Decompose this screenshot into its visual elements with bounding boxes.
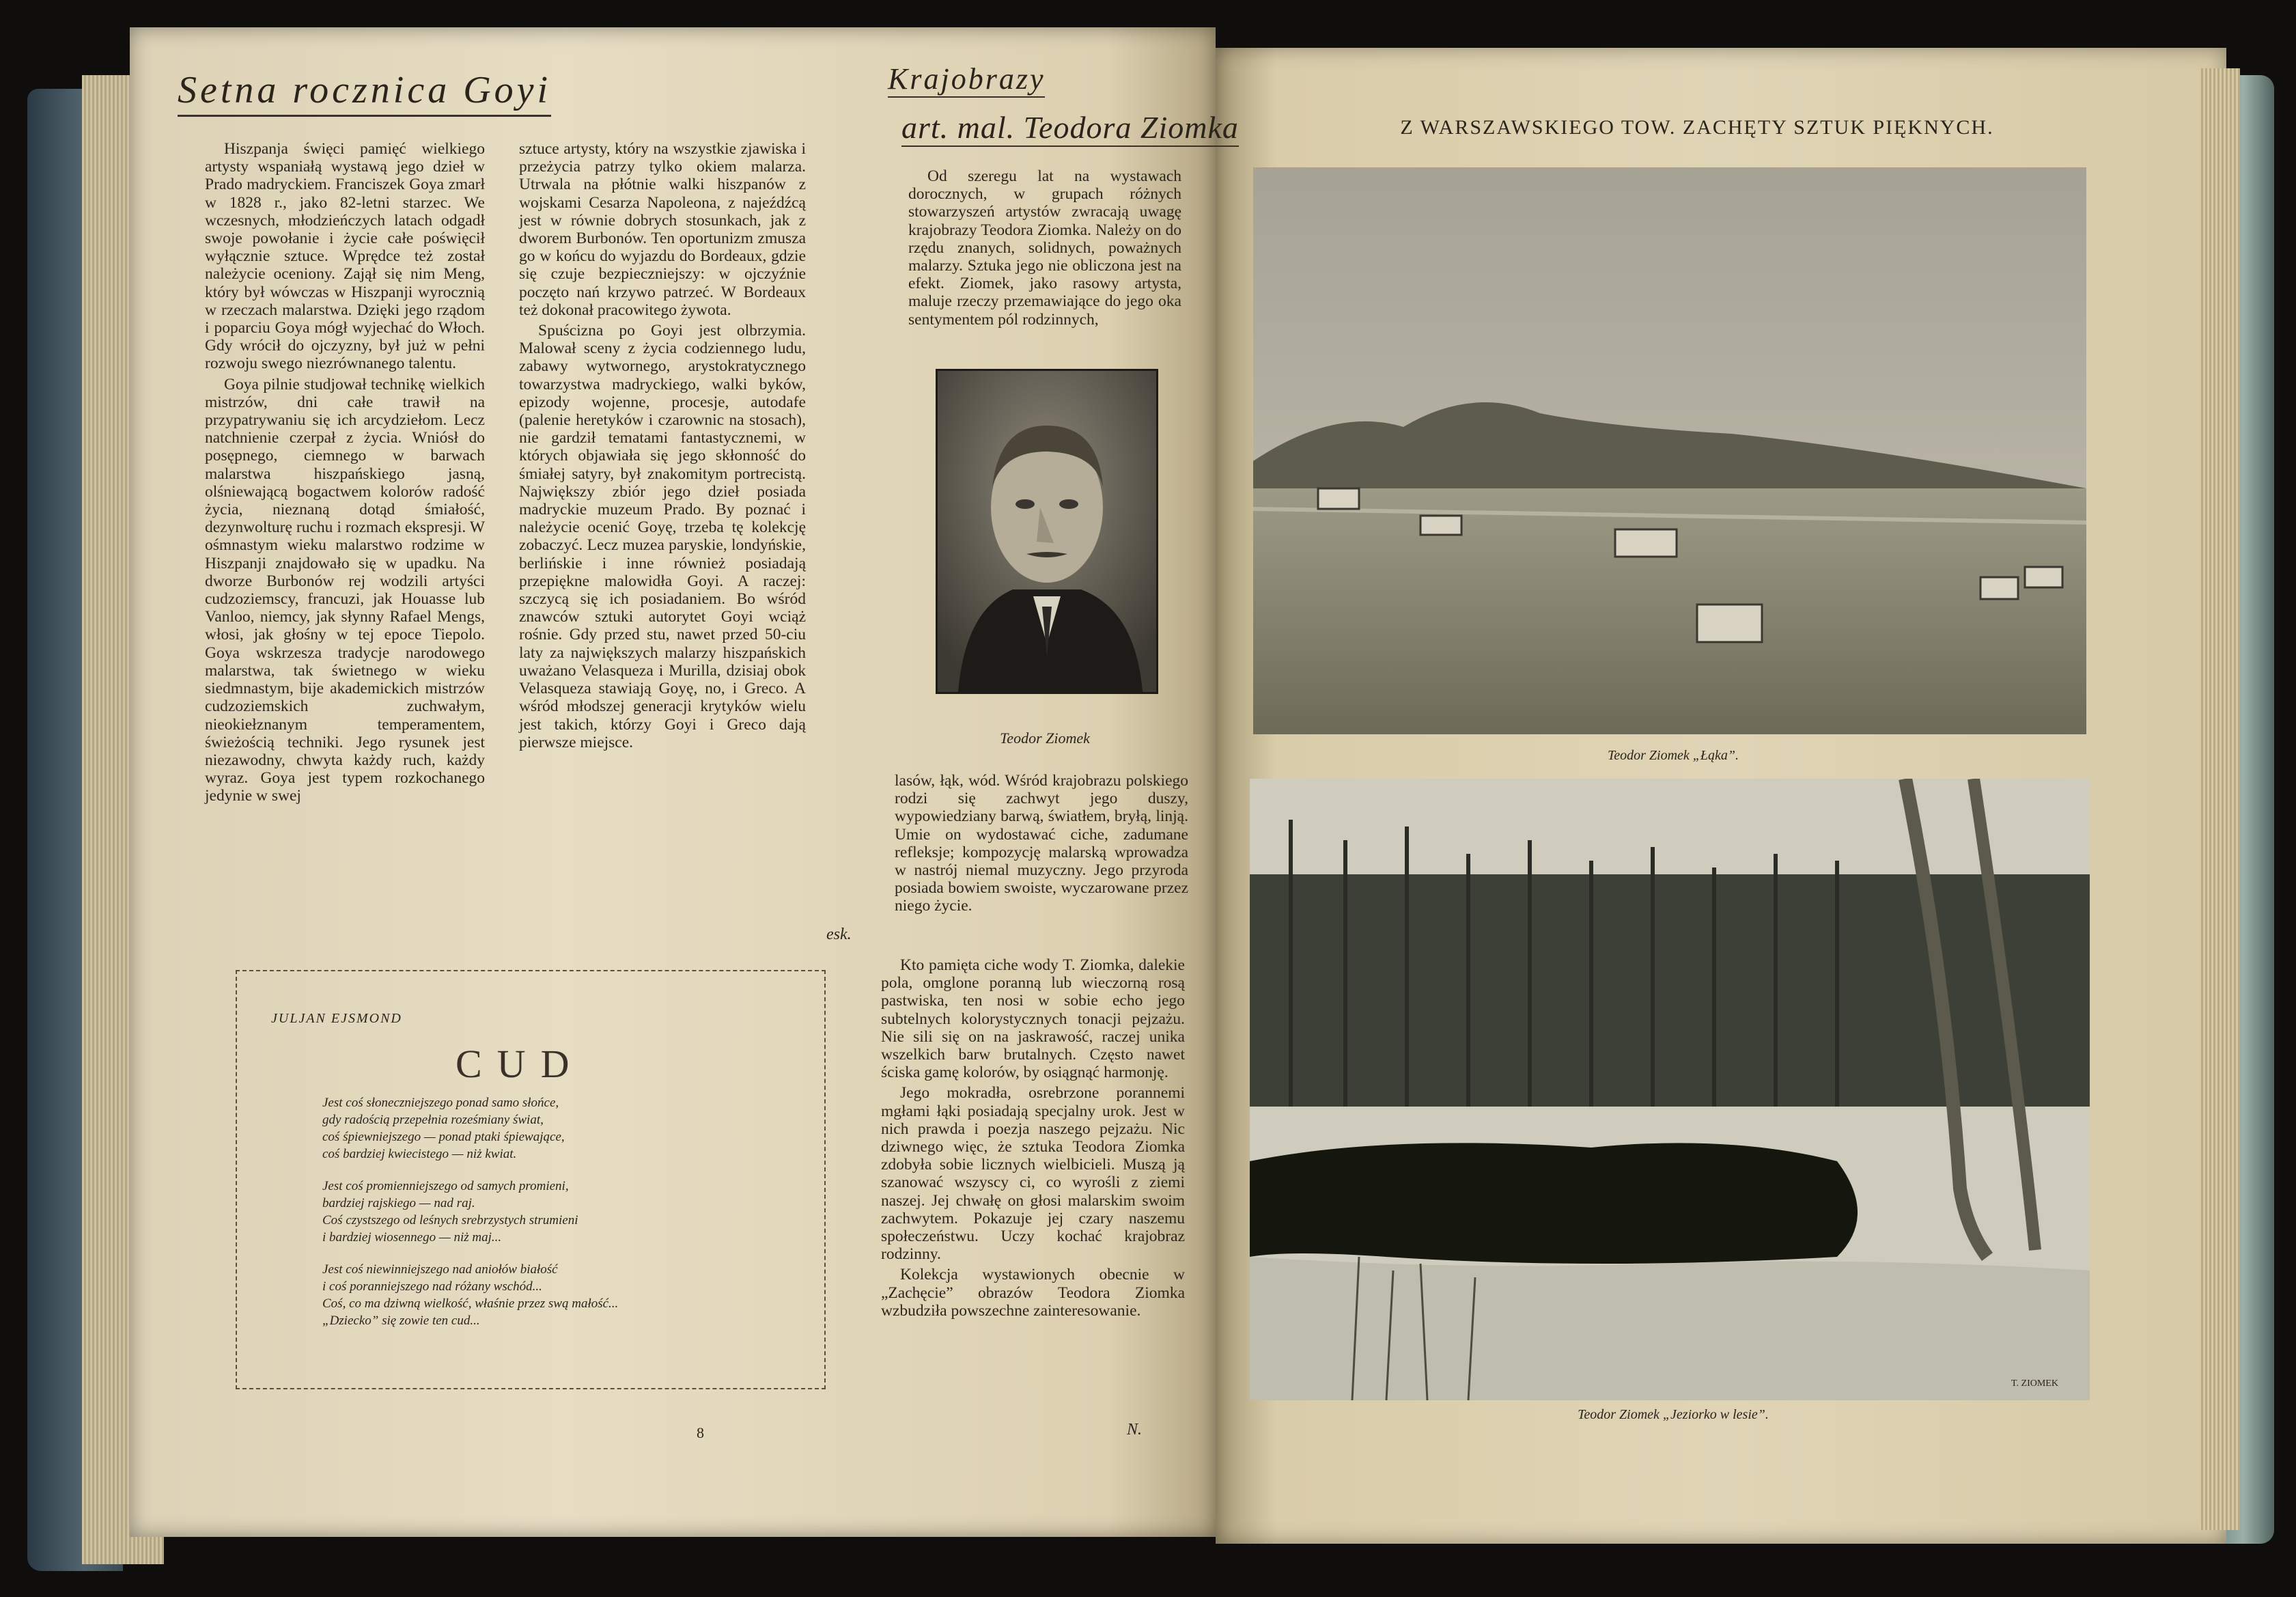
poem-line: coś bardziej kwiecistego — niż kwiat. — [322, 1147, 517, 1161]
paragraph: Kolekcja wystawionych obecnie w „Zachęcie” obrazów Teodora Ziomka wzbudziła powszechne zainteresowanie. — [881, 1266, 1185, 1320]
poem-line: Jest coś niewinniejszego nad aniołów białość — [322, 1262, 558, 1277]
krajobrazy-title: Krajobrazy — [888, 61, 1045, 98]
page-edges-right — [2199, 68, 2240, 1530]
poem-line: gdy radością przepełnia roześmiany świat, — [322, 1113, 544, 1127]
goya-column-2 — [519, 140, 806, 754]
poem-line: i bardziej wiosennego — niż maj... — [322, 1230, 502, 1245]
poem-line: coś śpiewniejszego — ponad ptaki śpiewające, — [322, 1130, 565, 1144]
poem-text — [322, 1094, 787, 1329]
goya-column-1 — [205, 140, 485, 808]
forest-pond-caption: Teodor Ziomek „Jeziorko w lesie”. — [1578, 1407, 1769, 1422]
meadow-painting — [1253, 167, 2086, 734]
forest-pond-scene — [1250, 779, 2090, 1400]
portrait-photo — [936, 369, 1158, 694]
poem-line: Coś, co ma dziwną wielkość, właśnie przez swą małość... — [322, 1296, 619, 1311]
article-title: Setna rocznica Goyi — [178, 68, 551, 117]
portrait-figure — [938, 371, 1156, 692]
page-number: 8 — [697, 1424, 704, 1441]
poem-box — [236, 970, 826, 1389]
paragraph: Goya pilnie studjował technikę wielkich mistrzów, dni całe trawił na przypatrywaniu się ich arcydziełom. Lecz natchnienie czerpał z życia. Wniósł do posępnego, ciemnego w barwach malarstwa hiszpańskiego jasną, olśniewającą bogactwem kolorów radość życia, nieznaną dotąd śmiałość, dezynwolturę ruchu i rozmach ekspresji. W ośmnastym wieku malarstwo rodzime w Hiszpanji znajdowało się w upadku. Na dworze Burbonów rej wodzili artyści cudzoziemscy, francuzi, jak Houasse lub Vanloo, niemcy, jak słynny Rafael Mengs, włosi, jak głośny w tej epoce Tiepolo. Goya wskrzesza tradycje narodowego malarstwa, tak świetnego w wieku siedmnastym, bije akademickich mistrzów cudzoziemskich zuchwałym, nieokiełznanym temperamentem, świeżością techniki. Jego rysunek jest niezawodny, chwyta każdy ruch, każdy wyraz. Goya jest typem rozkochanego jedynie w swej — [205, 375, 485, 805]
krajobrazy-signature: N. — [1127, 1421, 1143, 1439]
stanza-gap — [322, 1246, 787, 1261]
poem-title: CUD — [456, 1042, 585, 1086]
krajobrazy-column-a — [908, 167, 1181, 331]
paragraph: Spuścizna po Goyi jest olbrzymia. Malował sceny z życia codziennego ludu, zabawy wytwornego, arystokratycznego towarzystwa madryckiego, walki byków, epizody wojenne, procesje, autodafe (palenie heretyków i czarownic na stosach), nie gardził tematami fantastycznemi, w których objawiała się jego skłonność do śmiałej satyry, był znakomitym portrecistą. Największy zbiór jego dzieł posiada madryckie muzeum Prado. By poznać i należycie ocenić Goyę, trzeba tę kolekcję zobaczyć. Lecz muzea paryskie, londyńskie, berlińskie i inne również posiadają przepiękne malowidła Goyi. A raczej: szczycą się ich posiadaniem. Bo wśród znawców sztuki autorytet Goyi wciąż rośnie. Gdy przed stu, nawet przed 50-ciu laty za największych malarzy hiszpańskich uważano Velasqueza i Murilla, dzisiaj obok Velasqueza stawiają Goyę, no, i Greco. A wśród młodszej generacji krytyków wielu jest takich, którzy Goyi i Greco dają pierwsze miejsce. — [519, 322, 806, 751]
poem-line: i coś poranniejszego nad różany wschód... — [322, 1279, 542, 1294]
right-page-header: Z WARSZAWSKIEGO TOW. ZACHĘTY SZTUK PIĘKNYCH. — [1400, 116, 1994, 139]
paragraph: Hiszpanja święci pamięć wielkiego artysty wspaniałą wystawą jego dzieł w Prado madryckiem. Franciszek Goya zmarł w 1828 r., jako 82-letni starzec. We wczesnych, młodzieńczych latach odgadł swoje powołanie i życie całe poświęcił wyłącznie sztuce. Wprędce też został należycie oceniony. Zajął się nim Meng, który był wówczas w Hiszpanji wyrocznią w rzeczach malarstwa. Dzięki jego rządom i poparciu Goya mógł wyjechać do Włoch. Gdy wrócił do ojczyzny, był już w pełni rozwoju swego niezrównanego talentu. — [205, 140, 485, 373]
poem-line: Jest coś promienniejszego od samych promieni, — [322, 1179, 569, 1193]
paragraph: Od szeregu lat na wystawach dorocznych, w grupach różnych stowarzyszeń artystów zwracają uwagę krajobrazy Teodora Ziomka. Należy on do rzędu znanych, solidnych, poważnych malarzy. Sztuka jego nie obliczona jest na efekt. Ziomek, jako rasowy artysta, maluje rzeczy przemawiające do jego oka sentymentem pól rodzinnych, — [908, 167, 1181, 329]
krajobrazy-column-c — [881, 956, 1185, 1322]
paragraph: lasów, łąk, wód. Wśród krajobrazu polskiego rodzi się zachwyt jego duszy, wypowiedziany barwą, światłem, bryłą, linją. Umie on wydostawać ciche, zadumane refleksje; kompozycję malarską wprowadza w nastrój niemal muzyczny. Jego przyroda posiada bowiem swoiste, wyczarowane przez niego życie. — [895, 772, 1188, 915]
paragraph: Jego mokradła, osrebrzone porannemi mgłami łąki posiadają specjalny urok. Jest w nich prawda i poezja naszego pejzażu. Nic dziwnego więc, że sztuka Teodora Ziomka zdobyła sobie licznych wielbicieli. Muszą ją szanować wszyscy ci, co wyrośli z ziemi naszej. Jej chwałę on głosi malarskim swoim zachwytem. Pokazuje jej czary naszemu społeczeństwu. Uczy kochać krajobraz rodzinny. — [881, 1084, 1185, 1264]
poem-line: Coś czystszego od leśnych srebrzystych strumieni — [322, 1213, 578, 1227]
painting-signature: T. ZIOMEK — [2011, 1378, 2058, 1389]
poem-line: bardziej rajskiego — nad raj. — [322, 1196, 475, 1210]
poem-author: JULJAN EJSMOND — [271, 1011, 402, 1026]
poem-line: „Dziecko” się zowie ten cud... — [322, 1314, 480, 1328]
forest-pond-painting — [1250, 779, 2090, 1400]
krajobrazy-column-b — [895, 772, 1188, 918]
article-signature: esk. — [826, 926, 852, 943]
portrait-caption: Teodor Ziomek — [1000, 730, 1090, 747]
paragraph: sztuce artysty, który na wszystkie zjawiska i przeżycia patrzy tylko okiem malarza. Utrwala na płótnie walki hiszpanów z wojskami Cesarza Napoleona, z najeźdźcą jest w równie dobrych stosunkach, jak z dworem Burbonów. Ten oportunizm zmusza go w końcu do wyjazdu do Bordeaux, gdzie się czuje bezpieczniejszy: w ojczyźnie poczęto nań krzywo patrzeć. W Bordeaux też dokonał pracowitego żywota. — [519, 140, 806, 319]
meadow-caption: Teodor Ziomek „Łąka”. — [1607, 748, 1739, 763]
paragraph: Kto pamięta ciche wody T. Ziomka, dalekie pola, omglone poranną lub wieczorną rosą pastwiska, ten nosi w sobie echo jego subtelnych kolorystycznych tonacji pejzażu. Nie sili się on na jaskrawość, raczej unika wszelkich barw brutalnych. Często nawet ściska gamę kolorów, by osiągnąć harmonję. — [881, 956, 1185, 1082]
meadow-scene — [1253, 167, 2086, 734]
krajobrazy-subtitle: art. mal. Teodora Ziomka — [901, 109, 1239, 147]
stanza-gap — [322, 1163, 787, 1178]
poem-line: Jest coś słoneczniejszego ponad samo słońce, — [322, 1096, 559, 1110]
